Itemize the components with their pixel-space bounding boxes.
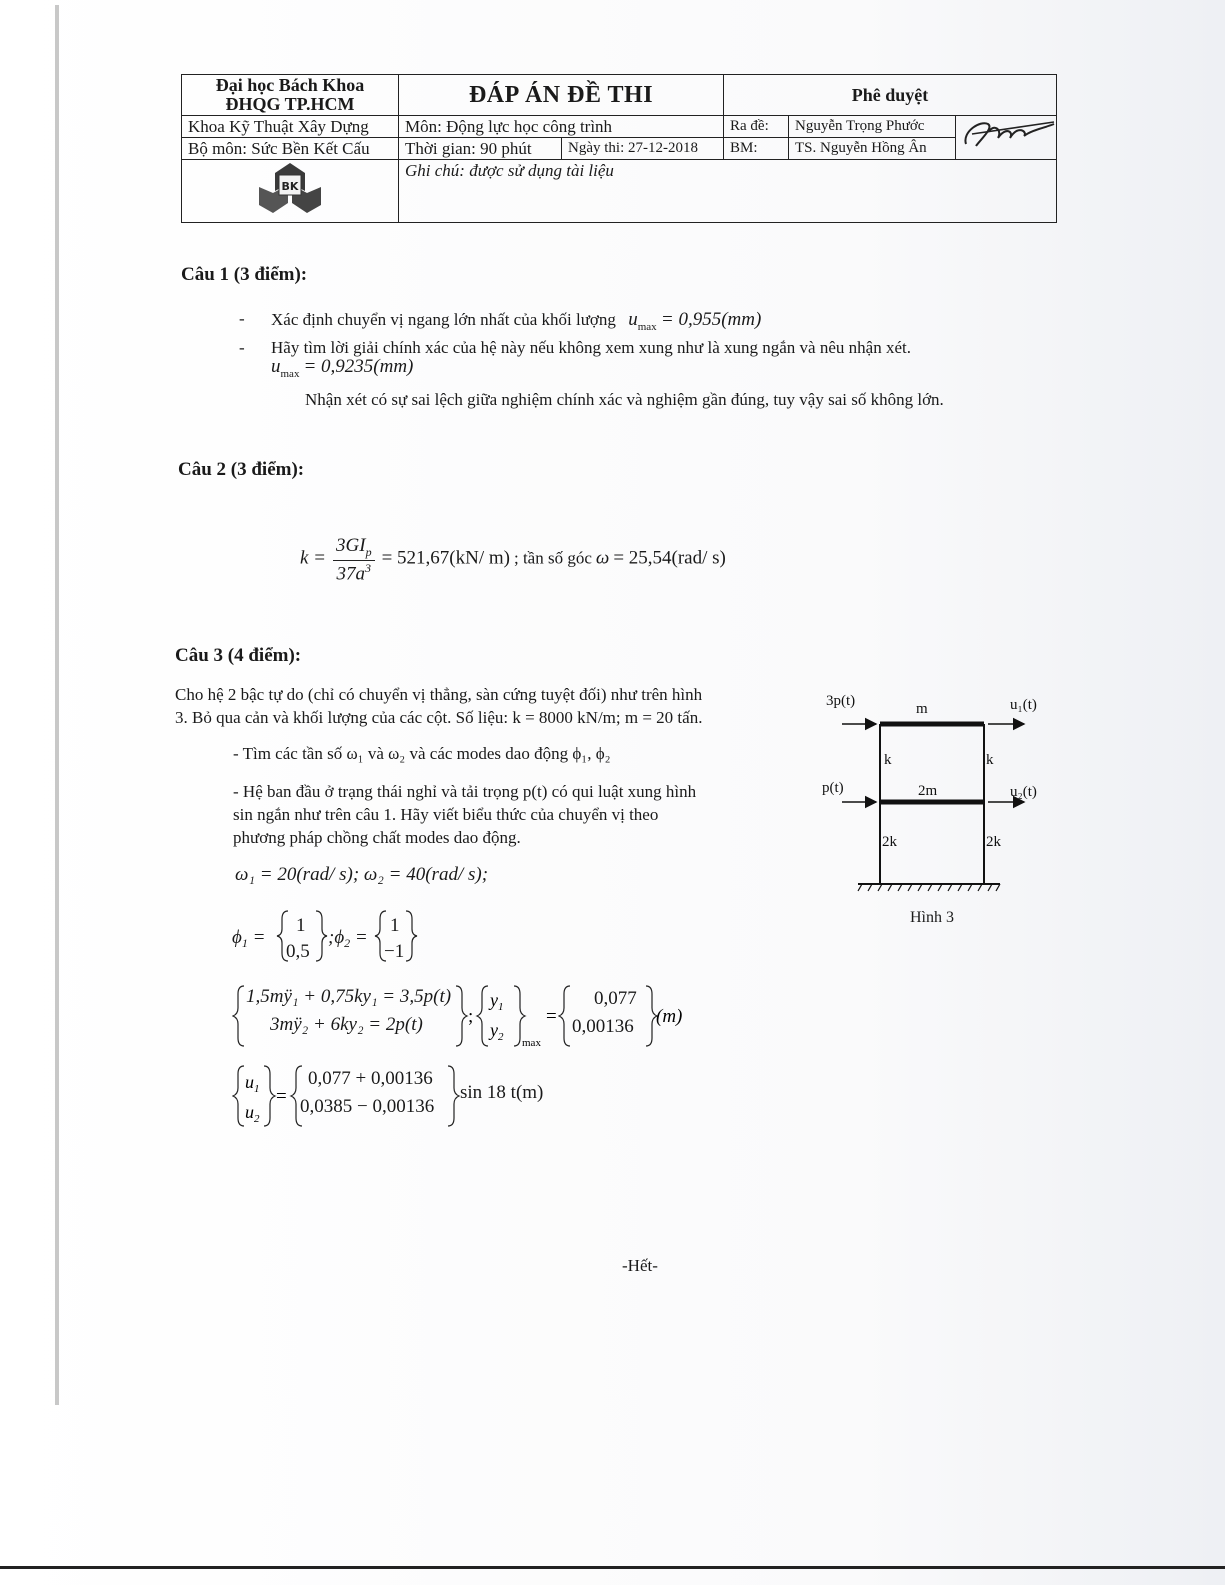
svg-text:y2: $y_2$ bbox=[490, 1020, 504, 1043]
q2-k-value: = 521,67(kN/ m) bbox=[381, 547, 510, 569]
svg-text:−1: −1 bbox=[384, 941, 405, 962]
document-title: ĐÁP ÁN ĐỀ THI bbox=[399, 75, 724, 116]
q2-k-symbol: k = bbox=[300, 547, 327, 569]
label-disp-mid: u₂(t) bbox=[1010, 784, 1037, 800]
university-logo bbox=[255, 161, 325, 217]
university-cell bbox=[182, 75, 399, 116]
svg-text:0,5: 0,5 bbox=[286, 941, 310, 962]
figure-caption: Hình 3 bbox=[910, 909, 954, 926]
subject-cell: Môn: Động lực học công trình bbox=[399, 116, 724, 138]
label-load-mid: p(t) bbox=[822, 780, 844, 796]
label-load-top: 3p(t) bbox=[826, 693, 856, 709]
q2-k-numerator: $3GI_p$ bbox=[333, 535, 375, 561]
q3-ymax-1: 0,077 bbox=[594, 988, 637, 1009]
q3-ymax-left-brace bbox=[558, 984, 572, 1048]
q1-umax-symbol-2: $u_{max}$ bbox=[271, 356, 300, 380]
q2-freq-text: ; tần số góc bbox=[513, 548, 592, 568]
logo-text: BK bbox=[281, 180, 299, 193]
svg-text:ϕ1 =: $\phi_1$ = bbox=[232, 927, 266, 950]
svg-text:=: = bbox=[546, 1006, 557, 1027]
page-footer: -Hết- bbox=[622, 1256, 658, 1275]
q3-task-1: - Tìm các tần số ω₁ và ω₂ và các modes dao động ϕ₁, ϕ₂ bbox=[233, 744, 611, 763]
logo-cell bbox=[182, 160, 399, 223]
svg-text:1: 1 bbox=[296, 915, 306, 936]
q3-eq-right-part bbox=[454, 984, 514, 1048]
q3-intro-1: Cho hệ 2 bậc tự do (chỉ có chuyển vị thẳng, sàn cứng tuyệt đối) như trên hình bbox=[175, 685, 703, 704]
q3-ymax-right-brace bbox=[644, 984, 692, 1048]
label-k-left-top: k bbox=[884, 752, 892, 768]
label-k-right-top: k bbox=[986, 752, 994, 768]
q3-task-2-line-1: - Hệ ban đầu ở trạng thái nghỉ và tải trọng p(t) có qui luật xung hình bbox=[233, 782, 697, 801]
svg-text:=: = bbox=[276, 1086, 287, 1107]
exam-date-cell: Ngày thi: 27-12-2018 bbox=[562, 138, 724, 160]
department-cell: Bộ môn: Sức Bền Kết Cấu bbox=[182, 138, 399, 160]
svg-text:u1: $u_1$ bbox=[245, 1072, 260, 1095]
q3-ymax-2: 0,00136 bbox=[572, 1016, 634, 1037]
q1-umax-exact: = 0,9235(mm) bbox=[303, 356, 414, 377]
frame-structure bbox=[858, 724, 1000, 891]
q2-k-denominator: $37a^3$ bbox=[336, 560, 372, 585]
q3-heading: Câu 3 (4 điểm): bbox=[175, 645, 302, 666]
q3-u-right-brace bbox=[446, 1064, 460, 1128]
signature bbox=[958, 110, 1058, 150]
svg-text:1: 1 bbox=[390, 915, 400, 936]
university-line-2: ĐHQG TP.HCM bbox=[225, 94, 355, 114]
q3-u1-expression: 0,077 + 0,00136 bbox=[308, 1068, 433, 1089]
q2-k-fraction bbox=[333, 535, 375, 585]
scan-shadow-left bbox=[55, 5, 59, 1405]
q2-omega-symbol: ω bbox=[595, 547, 610, 569]
q3-displacement bbox=[232, 1064, 562, 1130]
svg-text:;ϕ2 =: $;\phi_2$ = bbox=[328, 927, 368, 950]
q1-umax-symbol: $u_{max}$ bbox=[628, 309, 657, 333]
header-table bbox=[181, 74, 1057, 223]
q2-heading: Câu 2 (3 điểm): bbox=[178, 459, 305, 480]
label-mass-top: m bbox=[916, 701, 928, 717]
svg-text:u2: $u_2$ bbox=[245, 1102, 260, 1125]
svg-text:(m): (m) bbox=[656, 1006, 683, 1027]
head-label: BM: bbox=[724, 138, 789, 160]
author-label: Ra đề: bbox=[724, 116, 789, 138]
q1-line-1-text: Xác định chuyển vị ngang lớn nhất của khối lượng bbox=[271, 310, 616, 329]
approval-heading: Phê duyệt bbox=[724, 75, 1057, 116]
label-k-right-bot: 2k bbox=[986, 834, 1001, 850]
label-disp-top: u₁(t) bbox=[1010, 697, 1037, 713]
faculty-cell: Khoa Kỹ Thuật Xây Dựng bbox=[182, 116, 399, 138]
frame-diagram bbox=[812, 688, 1062, 938]
duration-cell: Thời gian: 90 phút bbox=[399, 138, 562, 160]
author-name: Nguyễn Trọng Phước bbox=[789, 116, 956, 138]
q2-formula bbox=[300, 535, 726, 585]
svg-text:max: max bbox=[522, 1037, 541, 1049]
q3-eq-2: 3mÿ₂ + 6ky₂ = 2p(t) bbox=[270, 1014, 423, 1035]
svg-text:;: ; bbox=[468, 1006, 474, 1027]
q1-line-2: - Hãy tìm lời giải chính xác của hệ này nếu không xem xung như là xung ngắn và nêu nhận xét. bbox=[271, 338, 911, 358]
label-k-left-bot: 2k bbox=[882, 834, 897, 850]
q3-u2-expression: 0,0385 − 0,00136 bbox=[300, 1096, 435, 1117]
q3-eq-left-brace bbox=[232, 984, 246, 1048]
q1-heading: Câu 1 (3 điểm): bbox=[181, 264, 308, 285]
q3-task-2-line-3: phương pháp chồng chất modes dao động. bbox=[233, 828, 521, 847]
q3-sin-term: sin 18 t(m) bbox=[460, 1082, 544, 1103]
university-line-1: Đại học Bách Khoa bbox=[215, 75, 365, 95]
q3-intro-2: 3. Bỏ qua cản và khối lượng của các cột. Số liệu: k = 8000 kN/m; m = 20 tấn. bbox=[175, 708, 703, 727]
q3-mode-shapes bbox=[230, 905, 430, 967]
note-cell: Ghi chú: được sử dụng tài liệu bbox=[399, 160, 1057, 223]
q1-line-3 bbox=[271, 356, 413, 380]
q2-omega-value: = 25,54(rad/ s) bbox=[613, 547, 726, 569]
q3-eq-1: 1,5mÿ₁ + 0,75ky₁ = 3,5p(t) bbox=[246, 986, 452, 1007]
q1-comment: Nhận xét có sự sai lệch giữa nghiệm chính xác và nghiệm gần đúng, tuy vậy sai số không lớn. bbox=[305, 390, 944, 409]
head-name: TS. Nguyễn Hồng Ân bbox=[789, 138, 956, 160]
q1-line-1 bbox=[271, 309, 761, 333]
svg-text:y1: $y_1$ bbox=[490, 990, 504, 1013]
label-mass-mid: 2m bbox=[918, 783, 938, 799]
q3-task-2-line-2: sin ngắn như trên câu 1. Hãy viết biểu thức của chuyển vị theo bbox=[233, 805, 659, 824]
scan-edge-bottom bbox=[0, 1566, 1225, 1569]
q1-umax-value: = 0,955(mm) bbox=[660, 309, 762, 330]
q3-u-vector bbox=[232, 1064, 304, 1128]
q3-omegas: ω₁ = 20(rad/ s); ω₂ = 40(rad/ s); bbox=[235, 864, 489, 885]
q3-equations bbox=[232, 984, 692, 1050]
